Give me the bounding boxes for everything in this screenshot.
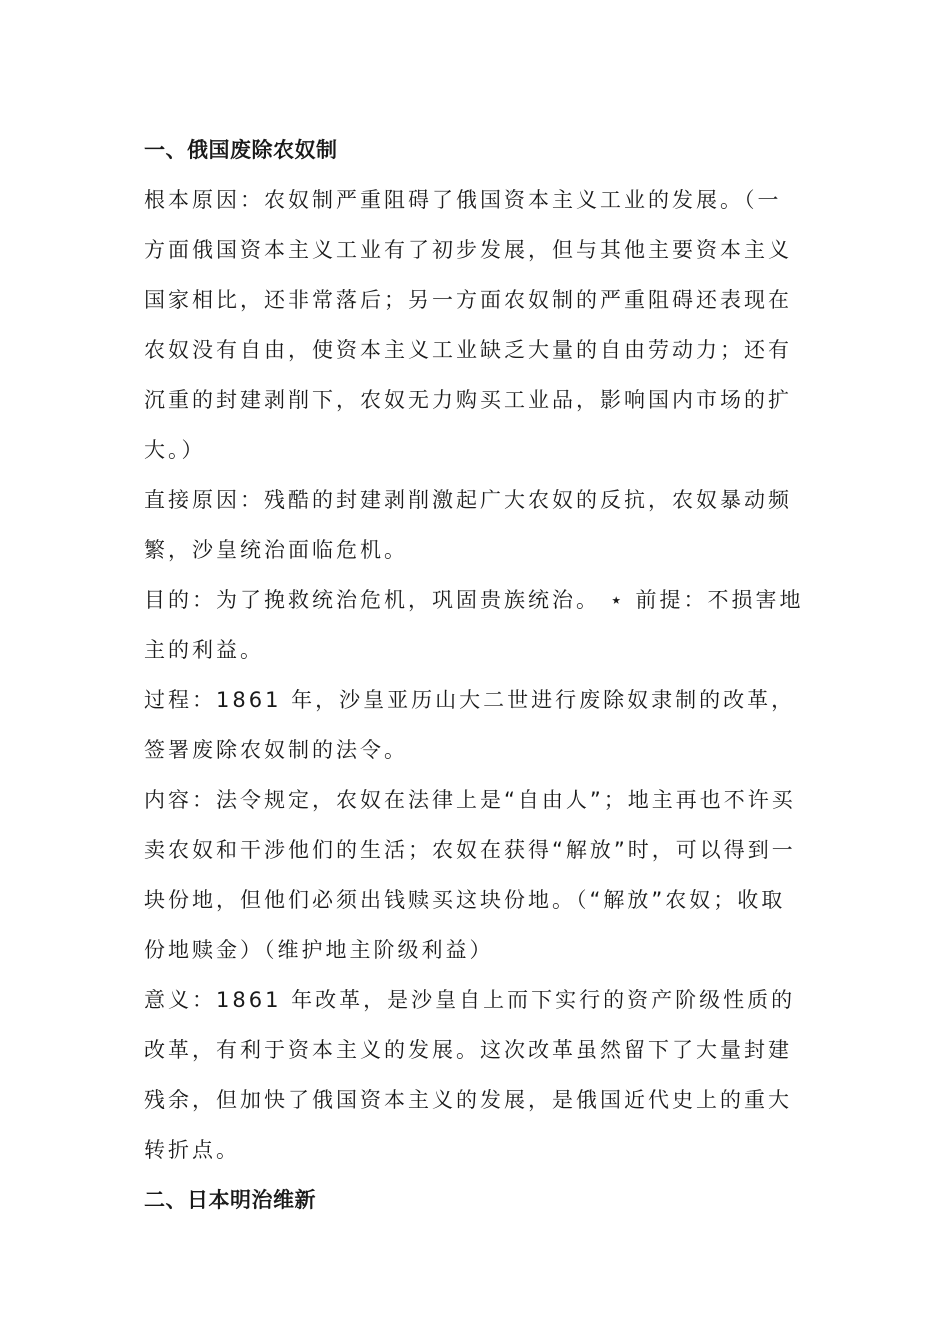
- text-line: 直接原因：残酷的封建剥削激起广大农奴的反抗，农奴暴动频: [144, 488, 792, 512]
- text-line: 改革，有利于资本主义的发展。这次改革虽然留下了大量封建: [144, 1038, 792, 1062]
- text-line: 根本原因：农奴制严重阻碍了俄国资本主义工业的发展。（一: [144, 188, 782, 212]
- paragraph-purpose: [144, 575, 809, 675]
- text-line: 签署废除农奴制的法令。: [144, 738, 408, 762]
- paragraph-process: [144, 675, 809, 775]
- section-heading-japan: 二、日本明治维新: [144, 1188, 316, 1212]
- text-line: 主的利益。: [144, 638, 264, 662]
- text-line: 块份地，但他们必须出钱赎买这块份地。（“解放”农奴；收取: [144, 888, 786, 912]
- text-line: 大。）: [144, 438, 206, 462]
- text-line: 转折点。: [144, 1138, 240, 1162]
- text-line: 目的：为了挽救统治危机，巩固贵族统治。 ⋆ 前提：不损害地: [144, 588, 804, 612]
- text-line: 内容：法令规定，农奴在法律上是“自由人”；地主再也不许买: [144, 788, 796, 812]
- text-line: 方面俄国资本主义工业有了初步发展，但与其他主要资本主义: [144, 238, 792, 262]
- text-line: 过程：1861 年，沙皇亚历山大二世进行废除奴隶制的改革，: [144, 688, 796, 712]
- text-line: 卖农奴和干涉他们的生活；农奴在获得“解放”时，可以得到一: [144, 838, 796, 862]
- text-line: 沉重的封建剥削下，农奴无力购买工业品，影响国内市场的扩: [144, 388, 792, 412]
- text-line: 农奴没有自由，使资本主义工业缺乏大量的自由劳动力；还有: [144, 338, 792, 362]
- text-line: 国家相比，还非常落后；另一方面农奴制的严重阻碍还表现在: [144, 288, 792, 312]
- document-page: [144, 125, 809, 1225]
- paragraph-significance: [144, 975, 809, 1175]
- text-line: 残余，但加快了俄国资本主义的发展，是俄国近代史上的重大: [144, 1088, 792, 1112]
- section-heading-russia: 一、俄国废除农奴制: [144, 138, 338, 162]
- text-line: 意义：1861 年改革，是沙皇自上而下实行的资产阶级性质的: [144, 988, 796, 1012]
- paragraph-content: [144, 775, 809, 975]
- text-line: 繁，沙皇统治面临危机。: [144, 538, 408, 562]
- text-line: 份地赎金）（维护地主阶级利益）: [144, 938, 494, 962]
- paragraph-direct-cause: [144, 475, 809, 575]
- paragraph-root-cause: [144, 175, 809, 475]
